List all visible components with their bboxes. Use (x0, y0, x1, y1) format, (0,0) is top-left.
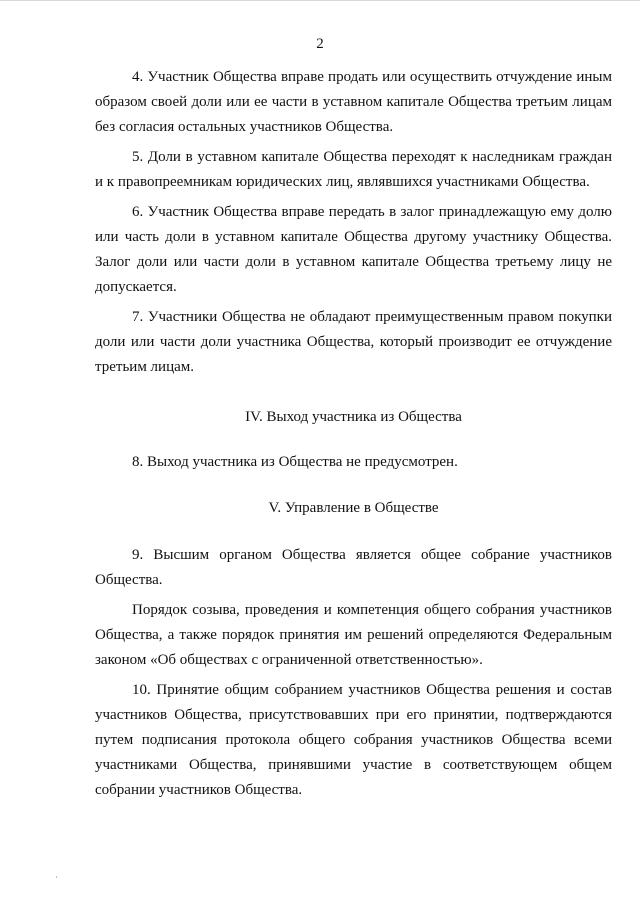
paragraph-5: 5. Доли в уставном капитале Общества переходят к наследникам граждан и к правопреемникам юридических лиц, являвшихся участниками Общества. (95, 149, 612, 190)
document-body (95, 65, 612, 808)
paragraph-10: 10. Принятие общим собранием участников Общества решения и состав участников Общества, присутствовавших при его принятии, подтверждаются путем подписания протокола общего собрания участников Общества всеми участниками Общества, принявшими участие в соответствующем общем собрании участников Общества. (95, 682, 612, 798)
paragraph-9: 9. Высшим органом Общества является общее собрание участников Общества. (95, 547, 612, 588)
scan-artifact (56, 876, 57, 878)
paragraph-9-continuation: Порядок созыва, проведения и компетенция общего собрания участников Общества, а также порядок принятия им решений определяются Федеральным законом «Об обществах с ограниченной ответственностью». (95, 602, 612, 668)
paragraph-7: 7. Участники Общества не обладают преимущественным правом покупки доли или части доли участника Общества, который производит ее отчуждение третьим лицам. (95, 309, 612, 375)
page-number: 2 (316, 36, 324, 52)
scan-top-edge (0, 0, 640, 1)
section-heading-4: IV. Выход участника из Общества (245, 409, 462, 425)
paragraph-6: 6. Участник Общества вправе передать в залог принадлежащую ему долю или часть доли в уставном капитале Общества другому участнику Общества. Залог доли или части доли в уставном капитале Общества третьему лицу не допускается. (95, 204, 612, 295)
paragraph-8: 8. Выход участника из Общества не предусмотрен. (132, 454, 458, 470)
section-heading-5: V. Управление в Обществе (268, 500, 439, 516)
paragraph-4: 4. Участник Общества вправе продать или осуществить отчуждение иным образом своей доли или ее части в уставном капитале Общества третьим лицам без согласия остальных участников Общества. (95, 69, 612, 135)
